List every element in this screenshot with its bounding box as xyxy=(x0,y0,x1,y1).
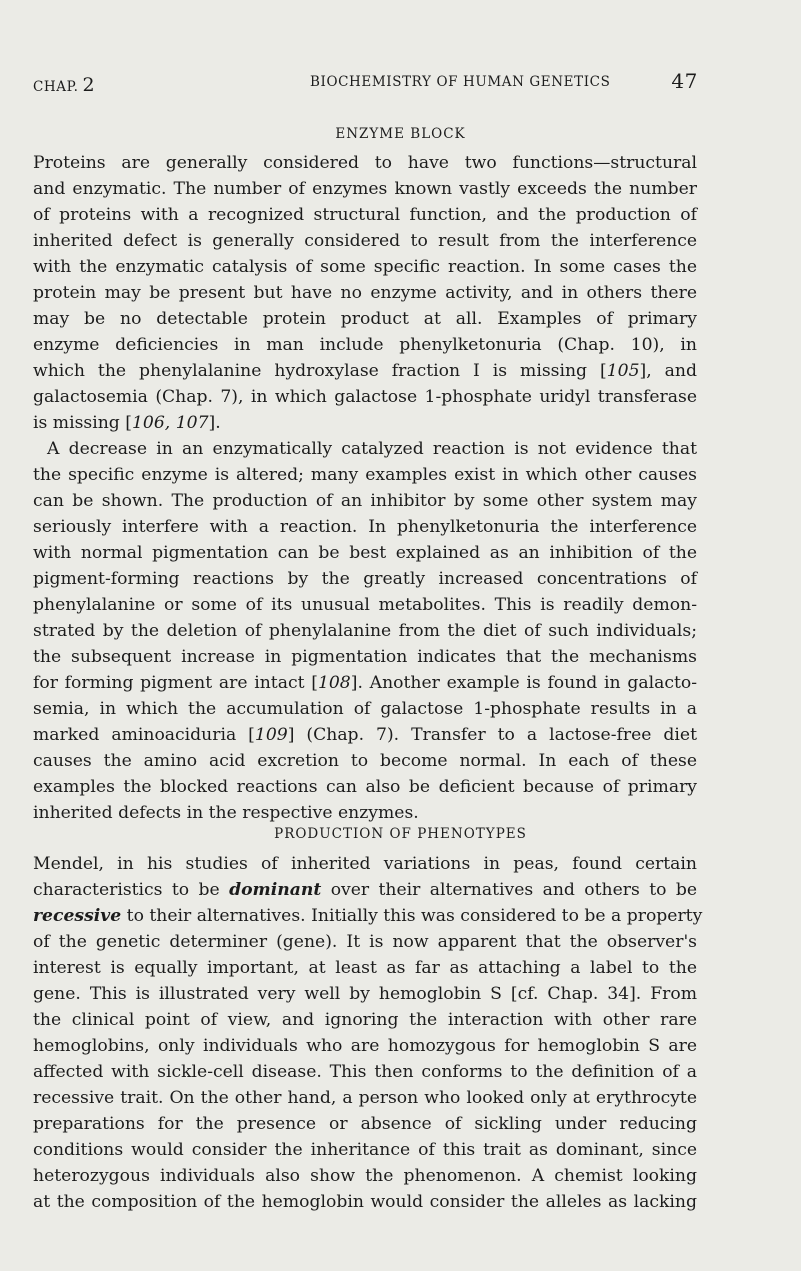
text-line: at the composition of the hemoglobin would consider the alleles as lacking xyxy=(33,1192,697,1212)
text-line: the clinical point of view, and ignoring the interaction with other rare xyxy=(33,1010,697,1030)
text-line: seriously interfere with a reaction. In phenylketonuria the interference xyxy=(33,517,697,537)
text-line: A decrease in an enzymatically catalyzed reaction is not evidence that xyxy=(47,439,697,459)
emphasis: 105 xyxy=(606,361,640,381)
text-line: pigment-forming reactions by the greatly increased concentrations of xyxy=(33,569,697,589)
text-line: semia, in which the accumulation of galactose 1-phosphate results in a xyxy=(33,699,697,719)
text-line: examples the blocked reactions can also be deficient because of primary xyxy=(33,777,697,797)
text-line: hemoglobins, only individuals who are homozygous for hemoglobin S are xyxy=(33,1036,697,1056)
text-line: phenylalanine or some of its unusual metabolites. This is readily demon- xyxy=(33,595,697,615)
text-line: gene. This is illustrated very well by hemoglobin S [cf. Chap. 34]. From xyxy=(33,984,697,1004)
text-line: marked aminoaciduria [109] (Chap. 7). Transfer to a lactose-free diet xyxy=(33,725,698,745)
text-line: for forming pigment are intact [108]. Another example is found in galacto- xyxy=(33,673,698,693)
text-line: of the genetic determiner (gene). It is now apparent that the observer's xyxy=(33,932,697,952)
section-heading-production-of-phenotypes: PRODUCTION OF PHENOTYPES xyxy=(274,826,527,842)
text-line: preparations for the presence or absence of sickling under reducing xyxy=(33,1114,697,1134)
text-line: inherited defect is generally considered to result from the interference xyxy=(33,231,697,251)
running-title: BIOCHEMISTRY OF HUMAN GENETICS xyxy=(310,74,611,90)
text-line: Proteins are generally considered to have two functions—structural xyxy=(33,153,697,173)
emphasis: 108 xyxy=(317,673,351,693)
text-line: protein may be present but have no enzyme activity, and in others there xyxy=(33,283,697,303)
running-head xyxy=(33,68,733,98)
emphasis: recessive xyxy=(33,906,122,926)
text-line: with normal pigmentation can be best explained as an inhibition of the xyxy=(33,543,697,563)
text-line: can be shown. The production of an inhibitor by some other system may xyxy=(33,491,697,511)
paragraph-proteins xyxy=(33,150,697,436)
text-line: Mendel, in his studies of inherited variations in peas, found certain xyxy=(33,854,697,874)
text-line: inherited defects in the respective enzymes. xyxy=(33,803,419,823)
section-heading-enzyme-block: ENZYME BLOCK xyxy=(335,126,466,142)
text-line: strated by the deletion of phenylalanine from the diet of such individuals; xyxy=(33,621,697,641)
text-line: and enzymatic. The number of enzymes known vastly exceeds the number xyxy=(33,179,697,199)
text-line: of proteins with a recognized structural function, and the production of xyxy=(33,205,697,225)
emphasis: 106, 107 xyxy=(131,413,209,433)
text-line: affected with sickle-cell disease. This then conforms to the definition of a xyxy=(33,1062,697,1082)
text-line: with the enzymatic catalysis of some specific reaction. In some cases the xyxy=(33,257,697,277)
text-line: is missing [106, 107]. xyxy=(33,413,221,433)
chapter-label: CHAP. 2 xyxy=(33,74,96,96)
text-line: galactosemia (Chap. 7), in which galactose 1-phosphate uridyl transferase xyxy=(33,387,697,407)
emphasis: 109 xyxy=(254,725,288,745)
text-line: causes the amino acid excretion to become normal. In each of these xyxy=(33,751,697,771)
text-line: may be no detectable protein product at all. Examples of primary xyxy=(33,309,697,329)
paragraph-decrease xyxy=(33,436,697,826)
text-line: recessive to their alternatives. Initially this was considered to be a property xyxy=(33,906,703,926)
text-line: heterozygous individuals also show the phenomenon. A chemist looking xyxy=(33,1166,697,1186)
text-line: interest is equally important, at least as far as attaching a label to the xyxy=(33,958,697,978)
text-line: characteristics to be dominant over their alternatives and others to be xyxy=(33,880,698,900)
text-line: recessive trait. On the other hand, a person who looked only at erythrocyte xyxy=(33,1088,697,1108)
text-line: the subsequent increase in pigmentation indicates that the mechanisms xyxy=(33,647,697,667)
text-line: which the phenylalanine hydroxylase fraction I is missing [105], and xyxy=(33,361,697,381)
emphasis: dominant xyxy=(229,880,322,900)
text-line: enzyme deficiencies in man include phenylketonuria (Chap. 10), in xyxy=(33,335,697,355)
paragraph-mendel xyxy=(33,851,703,1215)
text-line: conditions would consider the inheritance of this trait as dominant, since xyxy=(33,1140,697,1160)
page-number: 47 xyxy=(671,69,698,93)
text-line: the specific enzyme is altered; many examples exist in which other causes xyxy=(33,465,697,485)
